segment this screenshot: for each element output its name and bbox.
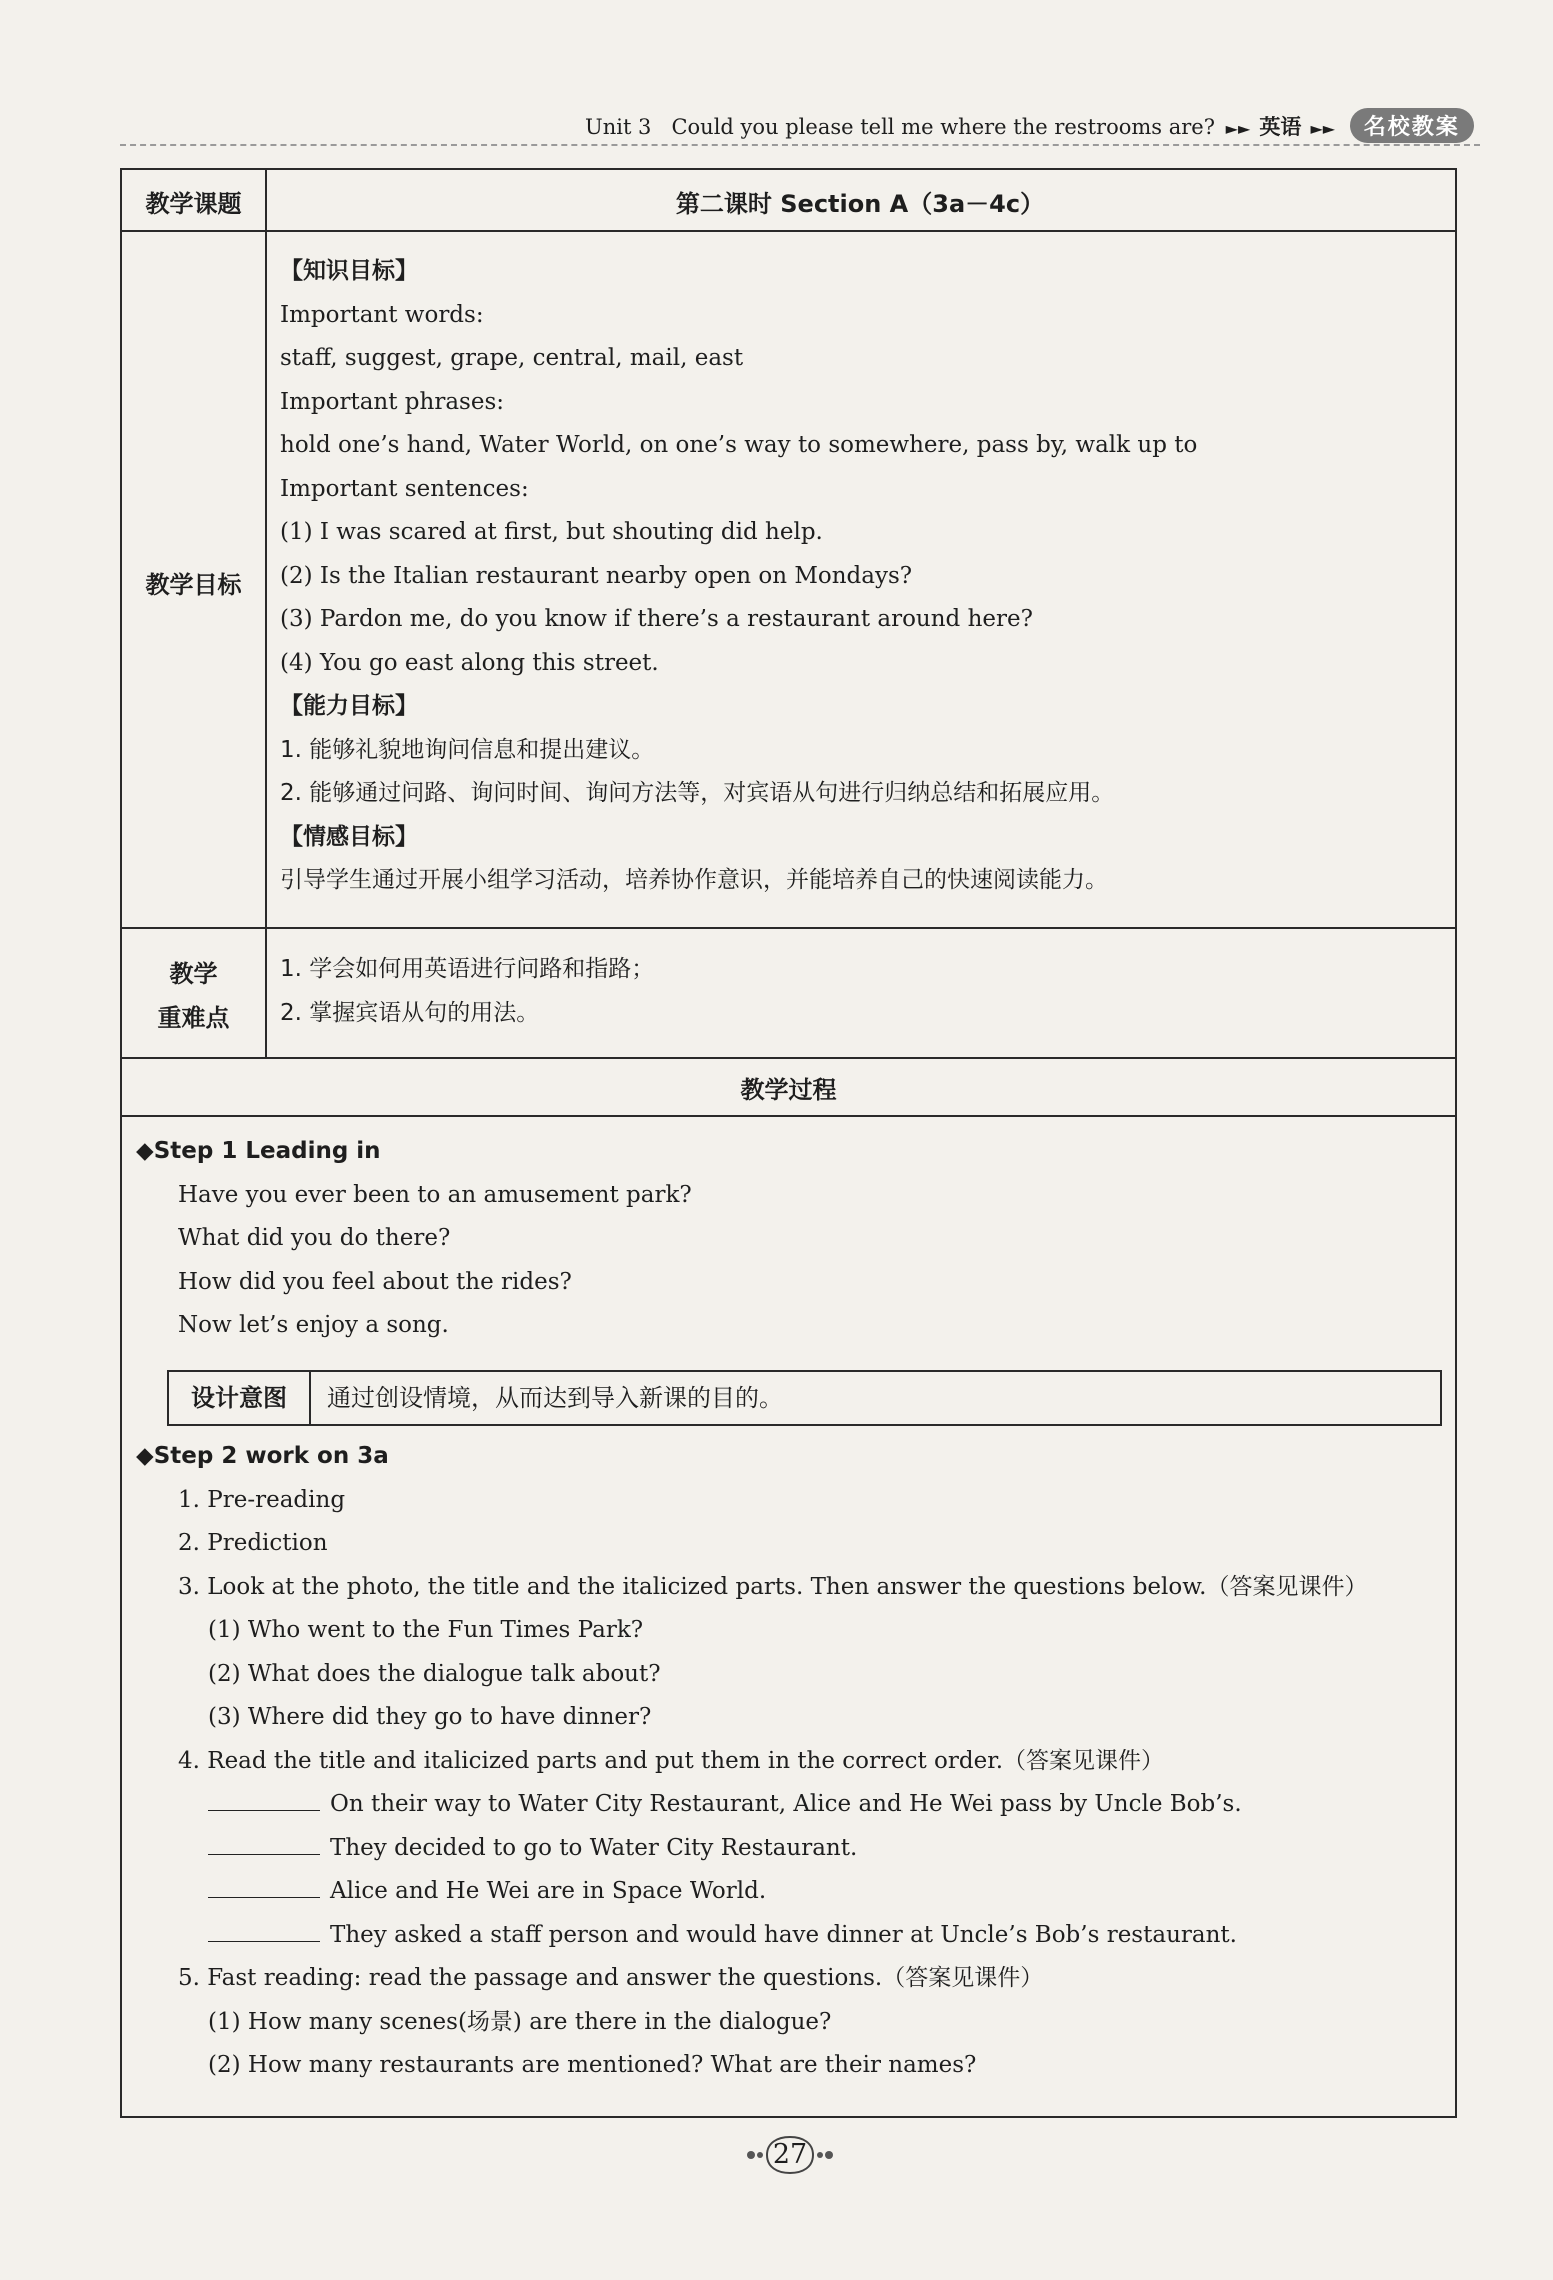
order-line-text: On their way to Water City Restaurant, Alice and He Wei pass by Uncle Bob’s. [330,1791,1242,1817]
order-line-text: They asked a staff person and would have dinner at Uncle’s Bob’s restaurant. [330,1921,1237,1948]
goal-line: 2. 能够通过问路、询问时间、询问方法等，对宾语从句进行归纳总结和拓展应用。 [280,780,1115,806]
question-line: (2) How many restaurants are mentioned? What are their names? [208,2052,977,2078]
goal-line: Important phrases: [280,388,504,415]
page-header [120,104,1480,148]
step2-content [136,1435,1446,2088]
step2-item: 1. Pre-reading [178,1486,346,1513]
keypoint-line: 1. 学会如何用英语进行问路和指路； [280,956,655,982]
step2-item: 5. Fast reading: read the passage and answer the questions.（答案见课件） [178,1965,1044,1991]
answer-blank[interactable] [208,1832,320,1855]
step2-item: 4. Read the title and italicized parts and put them in the correct order.（答案见课件） [178,1747,1165,1774]
header-divider [120,144,1480,146]
brand-badge: 名校教案 [1350,108,1474,143]
keypoint-line: 2. 掌握宾语从句的用法。 [280,999,540,1026]
question-line: (2) What does the dialogue talk about? [208,1660,661,1687]
step1-line: How did you feel about the rides? [178,1268,572,1295]
design-intent-label: 设计意图 [169,1372,311,1424]
page-number-text: 27 [772,2139,808,2170]
goal-line: 引导学生通过开展小组学习活动，培养协作意识，并能培养自己的快速阅读能力。 [280,867,1108,893]
row-divider [122,927,1455,929]
step2-title: ◆Step 2 work on 3a [136,1443,389,1469]
ability-goal-heading: 【能力目标】 [280,693,418,719]
arrows-icon-2: ►► [1305,119,1336,138]
header-line [585,108,1474,143]
order-line-text: They decided to go to Water City Restaurant. [330,1834,858,1861]
order-line-text: Alice and He Wei are in Space World. [330,1878,767,1904]
page-number [745,2125,835,2185]
goal-line: (4) You go east along this street. [280,649,659,676]
step1-line: What did you do there? [178,1225,451,1251]
goal-line: 1. 能够礼貌地询问信息和提出建议。 [280,736,655,763]
topic-label: 教学课题 [145,190,242,218]
process-content [136,1130,1436,1348]
goal-line: (3) Pardon me, do you know if there’s a restaurant around here? [280,606,1033,632]
row-divider [122,1115,1455,1117]
keypoints-label [122,952,265,1040]
goal-line: staff, suggest, grape, central, mail, east [280,345,744,371]
emotion-goal-heading: 【情感目标】 [280,823,418,850]
order-line [136,1827,1446,1871]
goal-line: Important sentences: [280,475,529,502]
question-line: (3) Where did they go to have dinner? [208,1704,652,1730]
goal-line: (1) I was scared at first, but shouting did help. [280,519,823,545]
unit-label: Unit 3 [585,115,652,139]
row-divider [122,1057,1455,1059]
keypoints-label-line2: 重难点 [157,1004,230,1032]
row-divider [122,230,1455,232]
order-line [136,1783,1446,1827]
order-line [136,1914,1446,1958]
goals-content [280,250,1440,903]
lesson-table [120,168,1457,2118]
arrows-icon: ►► [1225,119,1256,138]
answer-blank[interactable] [208,1788,320,1811]
design-intent-box [167,1370,1442,1426]
process-heading: 教学过程 [740,1076,837,1104]
question-line: (1) Who went to the Fun Times Park? [208,1617,644,1643]
knowledge-goal-heading: 【知识目标】 [280,258,418,284]
question-line: (1) How many scenes(场景) are there in the dialogue? [208,2008,832,2035]
answer-blank[interactable] [208,1919,320,1942]
order-line [136,1870,1446,1914]
goal-line: hold one’s hand, Water World, on one’s way to somewhere, pass by, walk up to [280,432,1198,458]
keypoints-content [280,948,1440,1035]
goal-line: Important words: [280,301,484,328]
step1-title: ◆Step 1 Leading in [136,1138,381,1164]
topic-value: 第二课时 Section A（3a－4c） [675,190,1045,218]
step2-item: 2. Prediction [178,1530,328,1556]
column-divider [265,170,267,1057]
step1-line: Have you ever been to an amusement park? [178,1181,692,1208]
keypoints-label-line1: 教学 [169,960,218,988]
goals-label: 教学目标 [145,571,242,599]
answer-blank[interactable] [208,1875,320,1898]
unit-title: Could you please tell me where the restrooms are? [671,115,1215,139]
subject-label: 英语 [1259,115,1302,139]
step2-item: 3. Look at the photo, the title and the italicized parts. Then answer the questions below.（答案见课件） [178,1573,1368,1600]
design-intent-text: 通过创设情境，从而达到导入新课的目的。 [327,1384,783,1412]
step1-line: Now let’s enjoy a song. [178,1312,449,1338]
goal-line: (2) Is the Italian restaurant nearby open on Mondays? [280,562,913,589]
